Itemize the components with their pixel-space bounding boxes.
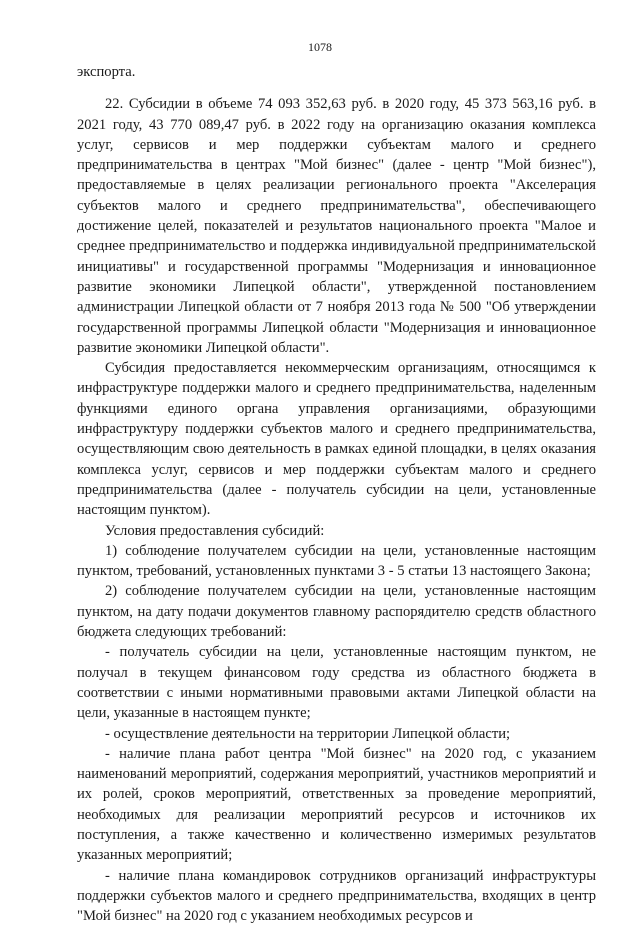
page-number: 1078 (308, 40, 332, 54)
paragraph-conditions-heading: Условия предоставления субсидий: (105, 522, 325, 539)
paragraph-requirement-work-plan: - наличие плана работ центра "Мой бизнес" на 2020 год, с указанием наименований мероприятий, содержания мероприятий, участников мероприятий и их ролей, сроков мероприятий, ответственных за проведение мероприятий, необходимых для реализации мероприятий ресурсов и источников их поступления, а также качественно и количественно измеримых результатов указанных мероприятий; (77, 745, 596, 864)
paragraph-condition-2: 2) соблюдение получателем субсидии на цели, установленные настоящим пунктом, на дату подачи документов главному распорядителю средств областного бюджета следующих требований: (77, 583, 596, 641)
paragraph-subsidy-recipients: Субсидия предоставляется некоммерческим организациям, относящимся к инфраструктуре поддержки малого и среднего предпринимательства, наделенным функциями единого органа управления организациями, образующими инфраструктуру поддержки субъектов малого и среднего предпринимательства, осуществляющим свою деятельность в рамках единой площадки, в целях оказания комплекса услуг, сервисов и мер поддержки субъектам малого и среднего предпринимательства (далее - получатель субсидии на цели, установленные настоящим пунктом). (77, 360, 596, 519)
paragraph-requirement-travel-plan: - наличие плана командировок сотрудников организаций инфраструктуры поддержки субъектов малого и среднего предпринимательства, входящих в центр "Мой бизнес" на 2020 год с указанием необходимых ресурсов и (77, 867, 596, 925)
paragraph-continuation: экспорта. (77, 64, 136, 80)
paragraph-requirement-no-other-funds: - получатель субсидии на цели, установленные настоящим пунктом, не получал в текущем финансовом году средства из областного бюджета в соответствии с иными нормативными правовыми актами Липецкой области на цели, указанные в настоящем пункте; (77, 644, 596, 722)
document-body (77, 62, 596, 926)
paragraph-requirement-territory: - осуществление деятельности на территории Липецкой области; (105, 725, 511, 742)
paragraph-item-22: 22. Субсидии в объеме 74 093 352,63 руб. в 2020 году, 45 373 563,16 руб. в 2021 году, 43 770 089,47 руб. в 2022 году на организацию оказания комплекса услуг, сервисов и мер поддержки субъектам малого и среднего предпринимательства в центрах "Мой бизнес" (далее - центр "Мой бизнес"), предоставляемые в целях реализации регионального проекта "Акселерация субъектов малого и среднего предпринимательства", обеспечивающего достижение целей, показателей и результатов национального проекта "Малое и среднее предпринимательство и поддержка индивидуальной предпринимательской инициативы" и государственной программы "Модернизация и инновационное развитие экономики Липецкой области", утвержденной постановлением администрации Липецкой области от 7 ноября 2013 года № 500 "Об утверждении государственной программы Липецкой области "Модернизация и инновационное развитие экономики Липецкой области". (77, 96, 596, 356)
paragraph-condition-1: 1) соблюдение получателем субсидии на цели, установленные настоящим пунктом, требований, установленных пунктами 3 - 5 статьи 13 настоящего Закона; (77, 542, 596, 580)
